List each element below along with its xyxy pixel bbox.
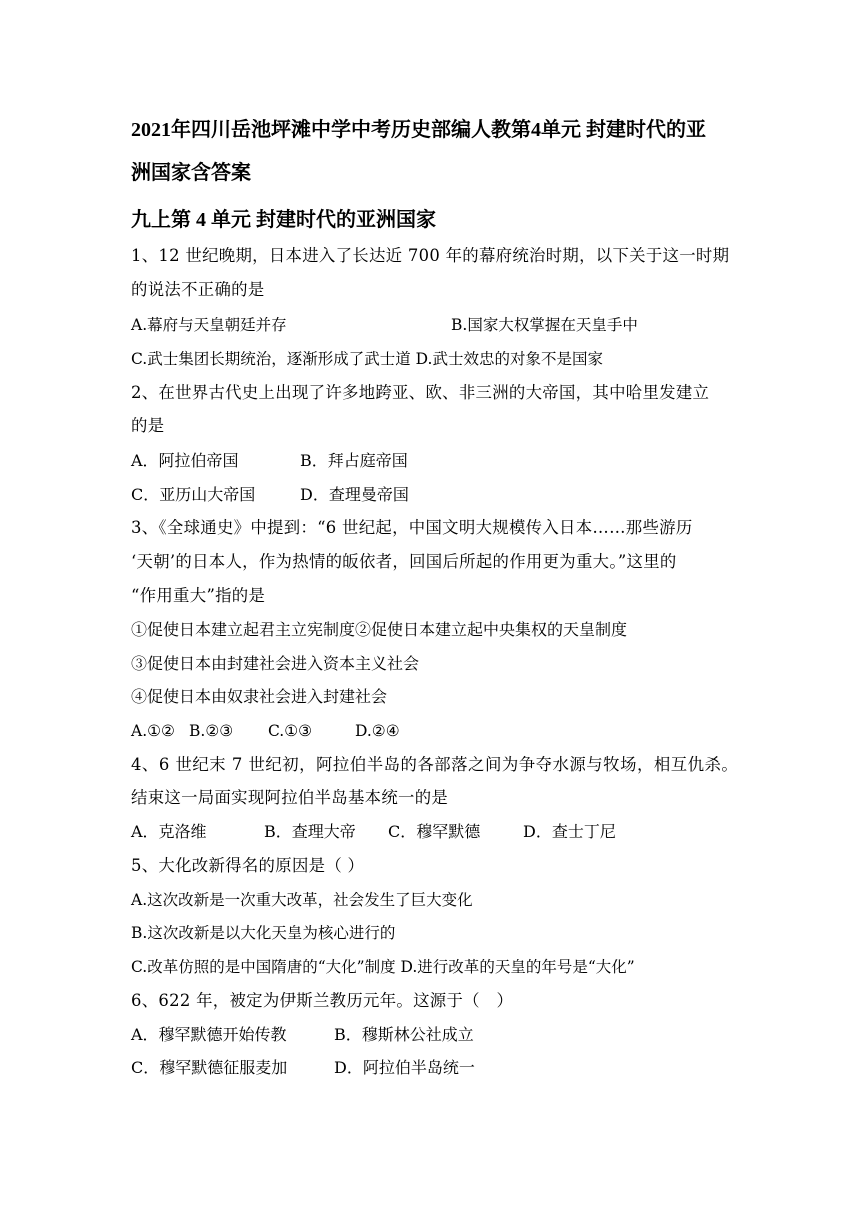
question-6-stem: 6、622 年，被定为伊斯兰教历元年。这源于（ ） (131, 991, 514, 1010)
document-title-line-2: 洲国家含答案 (131, 162, 251, 184)
question-2-option-a: A．阿拉伯帝国 (131, 451, 239, 470)
question-5-option-b: B.这次改新是以大化天皇为核心进行的 (131, 924, 396, 942)
question-1-stem-line-2: 的说法不正确的是 (131, 280, 265, 299)
question-3-stem-line-1: 3、《全球通史》中提到：“6 世纪起，中国文明大规模传入日本……那些游历 (131, 518, 693, 537)
question-4-option-c: C．穆罕默德 (388, 822, 481, 841)
question-2-stem-line-2: 的是 (131, 416, 165, 435)
question-6-option-d: D．阿拉伯半岛统一 (334, 1058, 475, 1077)
question-3-option-c: C.①③ (268, 722, 313, 740)
question-6-option-c: C．穆罕默德征服麦加 (131, 1058, 288, 1077)
question-1-stem-line-1: 1、12 世纪晚期，日本进入了长达近 700 年的幕府统治时期，以下关于这一时期 (131, 246, 730, 265)
question-4-stem-line-1: 4、6 世纪末 7 世纪初，阿拉伯半岛的各部落之间为争夺水源与牧场，相互仇杀。 (131, 755, 739, 774)
question-2-option-b: B．拜占庭帝国 (300, 451, 408, 470)
question-1-option-b: B.国家大权掌握在天皇手中 (451, 316, 638, 334)
question-6-option-a: A．穆罕默德开始传教 (131, 1025, 287, 1044)
question-3-option-b: B.②③ (189, 722, 234, 740)
question-3-statement-4: ④促使日本由奴隶社会进入封建社会 (131, 687, 388, 706)
question-4-option-d: D．查士丁尼 (523, 822, 616, 841)
question-3-stem-line-2: ‘天朝’的日本人，作为热情的皈依者，回国后所起的作用更为重大。”这里的 (131, 552, 677, 571)
question-4-stem-line-2: 结束这一局面实现阿拉伯半岛基本统一的是 (131, 788, 449, 807)
question-3-option-d: D.②④ (355, 722, 400, 740)
question-3-stem-line-3: “作用重大”指的是 (131, 586, 266, 605)
question-1-option-a: A.幕府与天皇朝廷并存 (131, 316, 287, 334)
question-5-options-c-d: C.改革仿照的是中国隋唐的“大化”制度 D.进行改革的天皇的年号是“大化” (131, 958, 635, 976)
question-2-stem-line-1: 2、在世界古代史上出现了许多地跨亚、欧、非三洲的大帝国，其中哈里发建立 (131, 383, 710, 402)
question-3-statement-3: ③促使日本由封建社会进入资本主义社会 (131, 654, 420, 673)
document-title-line-1: 2021年四川岳池坪滩中学中考历史部编人教第4单元 封建时代的亚 (131, 119, 706, 141)
question-3-option-a: A.①② (131, 722, 175, 740)
question-5-stem: 5、大化改新得名的原因是（ ） (131, 856, 365, 875)
question-2-option-c: C．亚历山大帝国 (131, 485, 256, 504)
question-3-statement-1-2: ①促使日本建立起君主立宪制度②促使日本建立起中央集权的天皇制度 (131, 620, 628, 639)
question-4-option-b: B．查理大帝 (264, 822, 356, 841)
question-6-option-b: B．穆斯林公社成立 (334, 1025, 474, 1044)
question-1-options-c-d: C.武士集团长期统治，逐渐形成了武士道 D.武士效忠的对象不是国家 (131, 350, 603, 368)
section-heading: 九上第 4 单元 封建时代的亚洲国家 (131, 209, 436, 231)
question-5-option-a: A.这次改新是一次重大改革，社会发生了巨大变化 (131, 891, 473, 909)
question-2-option-d: D．查理曼帝国 (300, 485, 409, 504)
question-4-option-a: A．克洛维 (131, 822, 207, 841)
